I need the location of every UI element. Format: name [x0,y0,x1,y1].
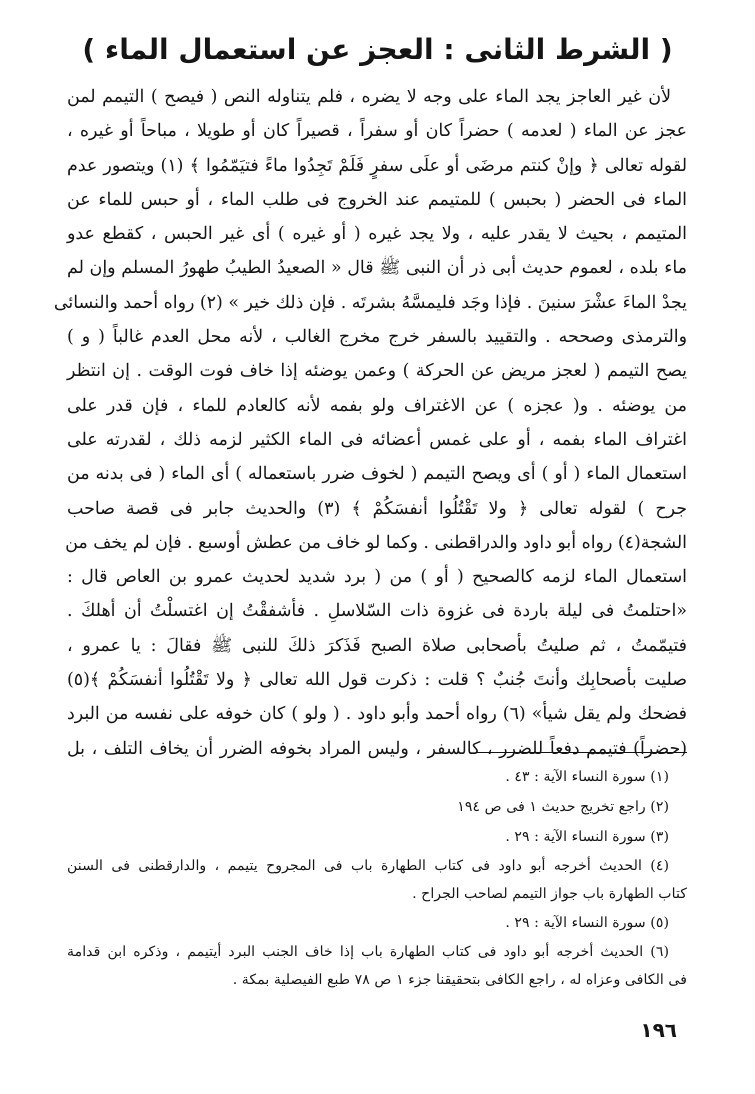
text-line: عجز عن الماء ( لعدمه ) حضراً كان أو سفراً ، قصيراً كان أو طويلا ، مباحاً أو غيره ، [67,121,687,142]
text-line: اغتراف الماء بفمه ، أو على غمس أعضائه فى الماء الكثير لزمه ذلك ، لقدرته على [67,429,687,450]
footnote: (٥) سورة النساء الآية : ٢٩ . [505,915,669,931]
footnotes [67,762,687,994]
text-line: لأن غير العاجز يجد الماء على وجه لا يضره ، فلم يتناوله النص ( فيصح ) التيمم لمن [67,87,671,107]
footnote: (٦) الحديث أخرجه أبو داود فى كتاب الطهارة باب إذا خاف الجنب البرد أيتيمم ، وذكره ابن قدامة [67,944,669,960]
main-text [53,80,688,766]
footnote-continuation: فى الكافى وعزاه له ، راجع الكافى بتحقيقنا جزء ١ ص ٧٨ طبع الفيصلية بمكة . [232,972,687,988]
text-line: الشجة(٤) رواه أبو داود والدراقطنى . وكما لو خاف من عطش أوسبع . فإن لم يخف من [65,532,687,553]
text-line: ماء بلده ، لعموم حديث أبى ذر أن النبى ﷺ قال « الصعيدُ الطيبُ طهورُ المسلم وإن لم [67,258,687,279]
text-line: فتيمّمتُ ، ثم صليتُ بأصحابى صلاة الصبح فَذَكرَ ذلكَ للنبى ﷺ فقالَ : يا عمرو ، [67,635,687,656]
text-line: يجدْ الماءَ عشْرَ سنينَ . فإذا وجَد فليمسَّهُ بشرتَه . فإن ذلك خير » (٢) رواه أحمد والنسائى [53,292,687,313]
page-number: ١٩٦ [640,1018,677,1042]
text-line: الماء فى الحضر ( بحبس ) للمتيمم عند الخروج فى طلب الماء ، أو حبس للماء عن [67,189,687,210]
text-line: يصح التيمم ( لعجز مريض عن الحركة ) وعمن يوضئه إذا خاف فوت الوقت . إن انتظر [67,361,687,382]
footnote-continuation: كتاب الطهارة باب جواز التيمم لصاحب الجراح . [412,886,687,902]
footnote-divider [477,752,687,753]
text-line: استعمال الماء لزمه كالصحيح ( أو ) من ( برد شديد لحديث عمرو بن العاص قال : [67,567,687,588]
footnote: (٢) راجع تخريج حديث ١ فى ص ١٩٤ [457,799,669,815]
text-line: فضحك ولم يقل شيأ» (٦) رواه أحمد وأبو داود . ( ولو ) كان خوفه على نفسه من البرد [67,704,688,725]
text-line: جرح ) لقوله تعالى ﴿ ولا تَقْتُلُوا أنفسَكُمْ ﴾ (٣) والحديث جابر فى قصة صاحب [67,498,687,519]
text-line: المتيمم ، بحيث لا يقدر عليه ، ولا يجد غيره ( أو غيره ) أى غير الحبس ، كقطع عدو [67,224,687,245]
section-heading: ( الشرط الثانى : العجز عن استعمال الماء ) [82,33,673,66]
text-line: (حضراً) فتيمم دفعاً للضرر ، كالسفر ، وليس المراد بخوفه الضرر أن يخاف التلف ، بل [67,738,687,759]
text-line: «احتلمتُ فى ليلة باردة فى غزوة ذات السّلاسلِ . فأشفقْتُ إن اغتسلْتُ أن أهلكَ . [67,601,687,622]
text-line: لقوله تعالى ﴿ وإنْ كنتم مرضَى أو علَى سفرٍ فَلَمْ تَجِدُوا ماءً فتيَمّمُوا ﴾ (١) ويتصور عدم [67,155,687,176]
footnote: (٤) الحديث أخرجه أبو داود فى كتاب الطهارة باب فى المجروح يتيمم ، والدارقطنى فى السنن [67,858,669,874]
text-line: والترمذى وصححه . والتقييد بالسفر خرج مخرج الغالب ، لأنه محل العدم غالباً ( و ) [67,327,687,348]
footnote: (٣) سورة النساء الآية : ٢٩ . [505,829,669,845]
text-line: صليت بأصحابِك وأنتَ جُنبٌ ؟ قلت : ذكرت قول الله تعالى ﴿ ولا تَقْتُلُوا أنفسَكُمْ ﴾(٥) [67,670,687,691]
footnote: (١) سورة النساء الآية : ٤٣ . [505,769,669,785]
text-line: استعمال الماء ( أو ) أى ويصح التيمم ( لخوف ضرر باستعماله ) أى الماء ( فى بدنه من [67,464,687,485]
text-line: من يوضئه . و( عجزه ) عن الاغتراف ولو بفمه لأنه كالعادم للماء ، فإن قدر على [67,395,687,416]
